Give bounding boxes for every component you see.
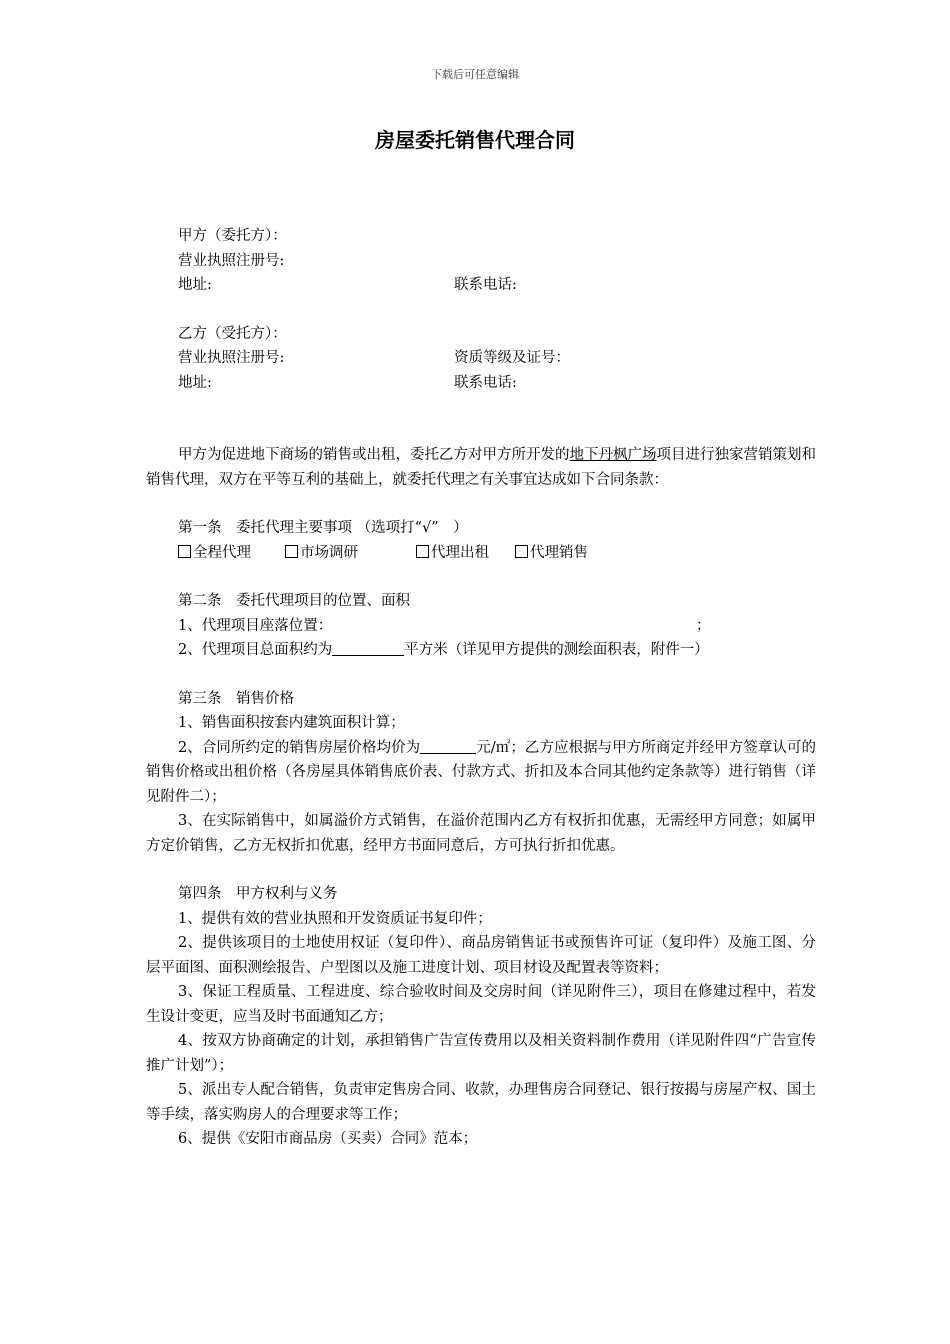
intro-part2: 项目进行独家营销策划和销售代理，双方在平等互利的基础上，就委托代理之有关事宜达成如下合同条款： [146, 447, 816, 488]
option-sales-agency[interactable] [515, 541, 588, 566]
party-a-phone-label: 联系电话: [454, 277, 517, 293]
intro-part1: 甲方为促进地下商场的销售或出租，委托乙方对甲方所开发的 [178, 447, 570, 463]
article4-item4: 4、按双方协商确定的计划，承担销售广告宣传费用以及相关资料制作费用（详见附件四“广告宣传推广计划”）； [146, 1033, 816, 1074]
header-note: 下载后可任意编辑 [431, 68, 519, 81]
area-label: 2、代理项目总面积约为 [178, 642, 333, 658]
article1-heading: 第一条 委托代理主要事项 （选项打“√” ） [178, 520, 468, 536]
article3-item3: 3、在实际销售中，如属溢价方式销售，在溢价范围内乙方有权折扣优惠，无需经甲方同意；如属甲方定价销售，乙方无权折扣优惠，经甲方书面同意后，方可执行折扣优惠。 [146, 813, 816, 854]
party-a-address-label: 地址: [178, 277, 212, 293]
article4-item1: 1、提供有效的营业执照和开发资质证书复印件； [178, 910, 492, 927]
article4-item2: 2、提供该项目的土地使用权证（复印件）、商品房销售证书或预售许可证（复印件）及施工图、分层平面图、面积测绘报告、户型图以及施工进度计划、项目材设及配置表等资料； [146, 935, 816, 976]
intro-paragraph [146, 443, 816, 492]
option-label: 代理销售 [530, 544, 588, 561]
party-a-address-row [146, 273, 816, 298]
area-blank[interactable] [332, 639, 404, 656]
checkbox-icon[interactable] [416, 545, 429, 558]
option-full-agency[interactable] [178, 541, 251, 566]
article3-item2 [146, 736, 816, 810]
article4-heading: 第四条 甲方权利与义务 [178, 886, 338, 902]
party-b-address-label: 地址: [178, 374, 212, 391]
project-name: 地下丹枫广场 [569, 447, 657, 463]
option-label: 市场调研 [300, 544, 358, 561]
article3-heading: 第三条 销售价格 [178, 690, 294, 707]
party-a-license-label: 营业执照注册号: [178, 252, 285, 269]
party-b-license-label: 营业执照注册号: [178, 350, 285, 366]
article2-item2 [146, 638, 816, 663]
article1-options [146, 541, 816, 566]
price-label: 2、合同所约定的销售房屋价格均价为 [178, 739, 421, 756]
checkbox-icon[interactable] [178, 545, 191, 558]
checkbox-icon[interactable] [285, 545, 298, 558]
document-title: 房屋委托销售代理合同 [375, 128, 575, 152]
option-label: 全程代理 [193, 544, 251, 561]
contract-body [146, 224, 816, 1152]
party-b-address-row [146, 371, 816, 396]
area-suffix: 平方米（详见甲方提供的测绘面积表，附件一） [404, 642, 709, 658]
article2-item1 [146, 614, 816, 639]
price-suffix: 元/㎡；乙方应根据与甲方所商定并经甲方签章认可的销售价格或出租价格（各房屋具体销售底价表、付款方式、折扣及本合同其他约定条款等）进行销售（详见附件二）； [146, 739, 816, 805]
party-b-name-label: 乙方（受托方）： [178, 325, 287, 342]
option-rental-agency[interactable] [416, 541, 489, 566]
party-b-qualification-label: 资质等级及证号： [454, 350, 570, 366]
option-label: 代理出租 [431, 544, 489, 561]
checkbox-icon[interactable] [515, 545, 528, 558]
article4-item6: 6、提供《安阳市商品房（买卖）合同》范本； [178, 1131, 478, 1147]
article2-heading: 第二条 委托代理项目的位置、面积 [178, 593, 410, 609]
article3-item1: 1、销售面积按套内建筑面积计算； [178, 715, 405, 731]
article4-item3: 3、保证工程质量、工程进度、综合验收时间及交房时间（详见附件三），项目在修建过程中，若发生设计变更，应当及时书面通知乙方； [146, 984, 816, 1025]
price-blank[interactable] [420, 737, 476, 754]
option-market-research[interactable] [285, 541, 358, 566]
party-a-name-label: 甲方（委托方）： [178, 228, 287, 244]
location-label: 1、代理项目座落位置： [178, 617, 333, 634]
party-b-phone-label: 联系电话: [454, 374, 517, 391]
article4-item5: 5、派出专人配合销售，负责审定售房合同、收款，办理售房合同登记、银行按揭与房屋产权、国土等手续，落实购房人的合理要求等工作； [146, 1082, 816, 1123]
party-b-block [146, 322, 816, 396]
party-a-block [146, 224, 816, 298]
location-end: ； [696, 617, 711, 634]
party-b-license-row [146, 346, 816, 371]
